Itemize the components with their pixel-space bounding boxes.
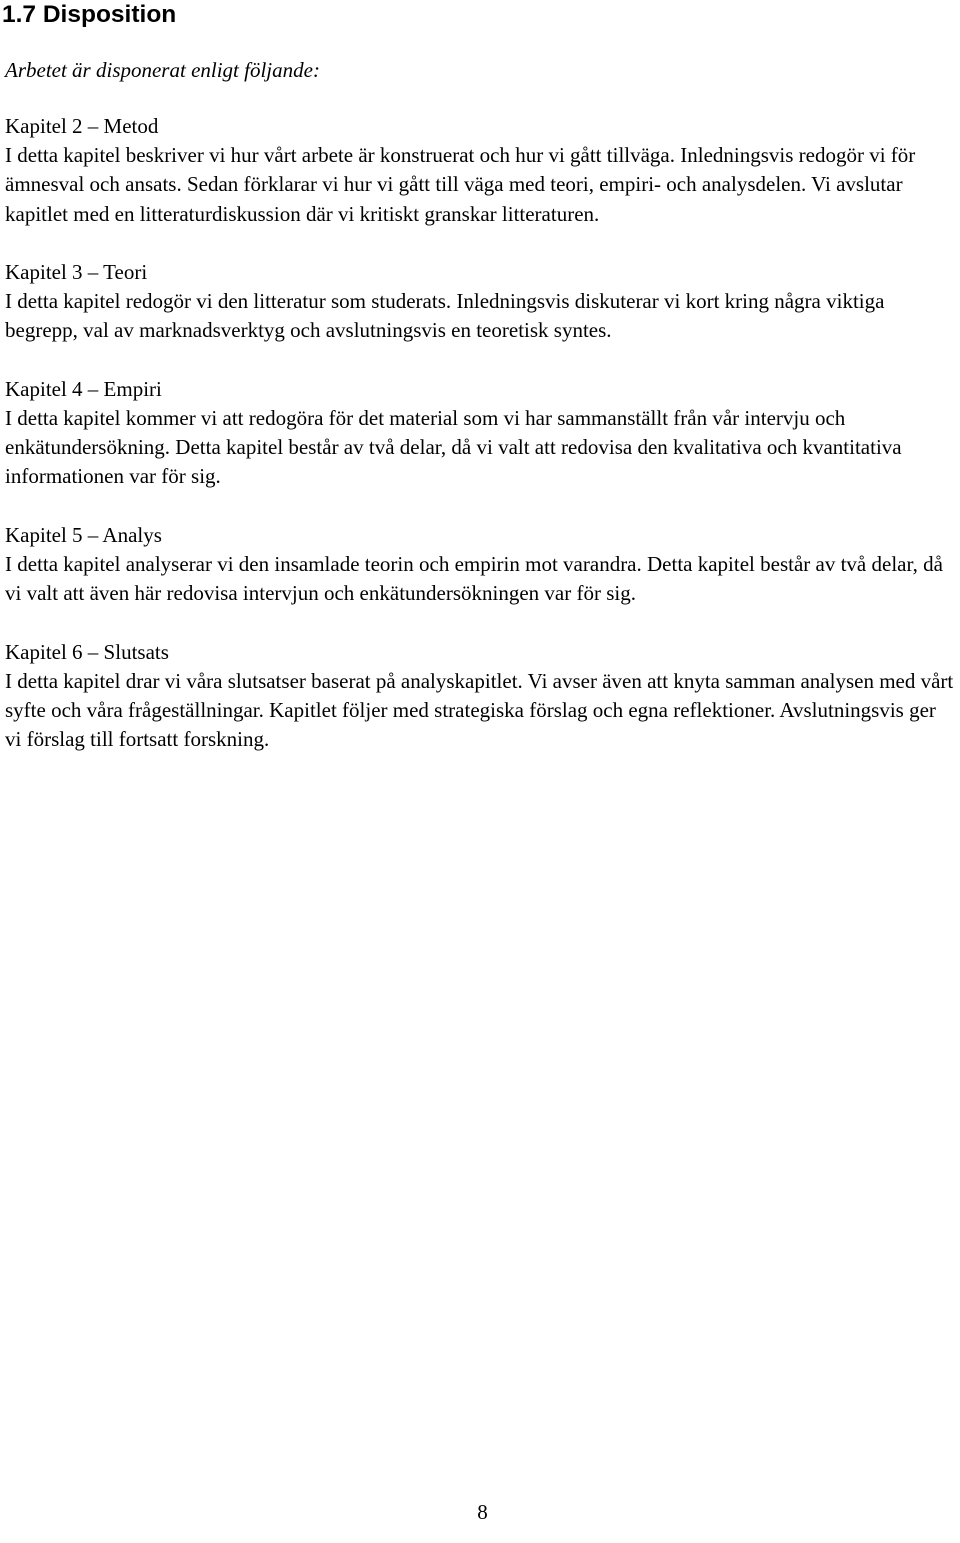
- chapter-5: [5, 521, 957, 609]
- section-heading: 1.7 Disposition: [2, 1, 177, 28]
- chapter-title: Kapitel 6 – Slutsats: [5, 639, 169, 664]
- document-page: [2, 0, 957, 784]
- chapter-description: I detta kapitel analyserar vi den insamlade teorin och empirin mot varandra. Detta kapitel består av två delar, då vi valt att även här redovisa intervjun och enkätundersökningen var för sig.: [5, 552, 943, 606]
- chapter-description: I detta kapitel beskriver vi hur vårt arbete är konstruerat och hur vi gått tillväga. Inledningsvis redogör vi för ämnesval och ansats. Sedan förklarar vi hur vi gått till väga med teori, empiri- och analysdelen. Vi avslutar kapitlet med en litteraturdiskussion där vi kritiskt granskar litteraturen.: [5, 143, 916, 226]
- page-number: 8: [477, 1500, 488, 1524]
- chapter-list: [5, 112, 957, 754]
- chapter-3: [5, 258, 957, 346]
- intro-text: Arbetet är disponerat enligt följande:: [5, 58, 320, 82]
- chapter-2: [5, 112, 957, 229]
- chapter-description: I detta kapitel kommer vi att redogöra för det material som vi har sammanställt från vår intervju och enkätundersökning. Detta kapitel består av två delar, då vi valt att redovisa den kvalitativa och kvantitativa informationen var för sig.: [5, 406, 902, 489]
- chapter-6: [5, 638, 957, 755]
- chapter-description: I detta kapitel redogör vi den litteratur som studerats. Inledningsvis diskuterar vi kort kring några viktiga begrepp, val av marknadsverktyg och avslutningsvis en teoretisk syntes.: [5, 289, 885, 343]
- chapter-4: [5, 375, 957, 492]
- chapter-title: Kapitel 5 – Analys: [5, 522, 162, 547]
- chapter-title: Kapitel 3 – Teori: [5, 260, 148, 284]
- chapter-description: I detta kapitel drar vi våra slutsatser baserat på analyskapitlet. Vi avser även att knyta samman analysen med vårt syfte och våra frågeställningar. Kapitlet följer med strategiska förslag och egna reflektioner. Avslutningsvis ger vi förslag till fortsatt forskning.: [5, 668, 954, 752]
- chapter-title: Kapitel 2 – Metod: [5, 114, 159, 138]
- chapter-title: Kapitel 4 – Empiri: [5, 376, 162, 401]
